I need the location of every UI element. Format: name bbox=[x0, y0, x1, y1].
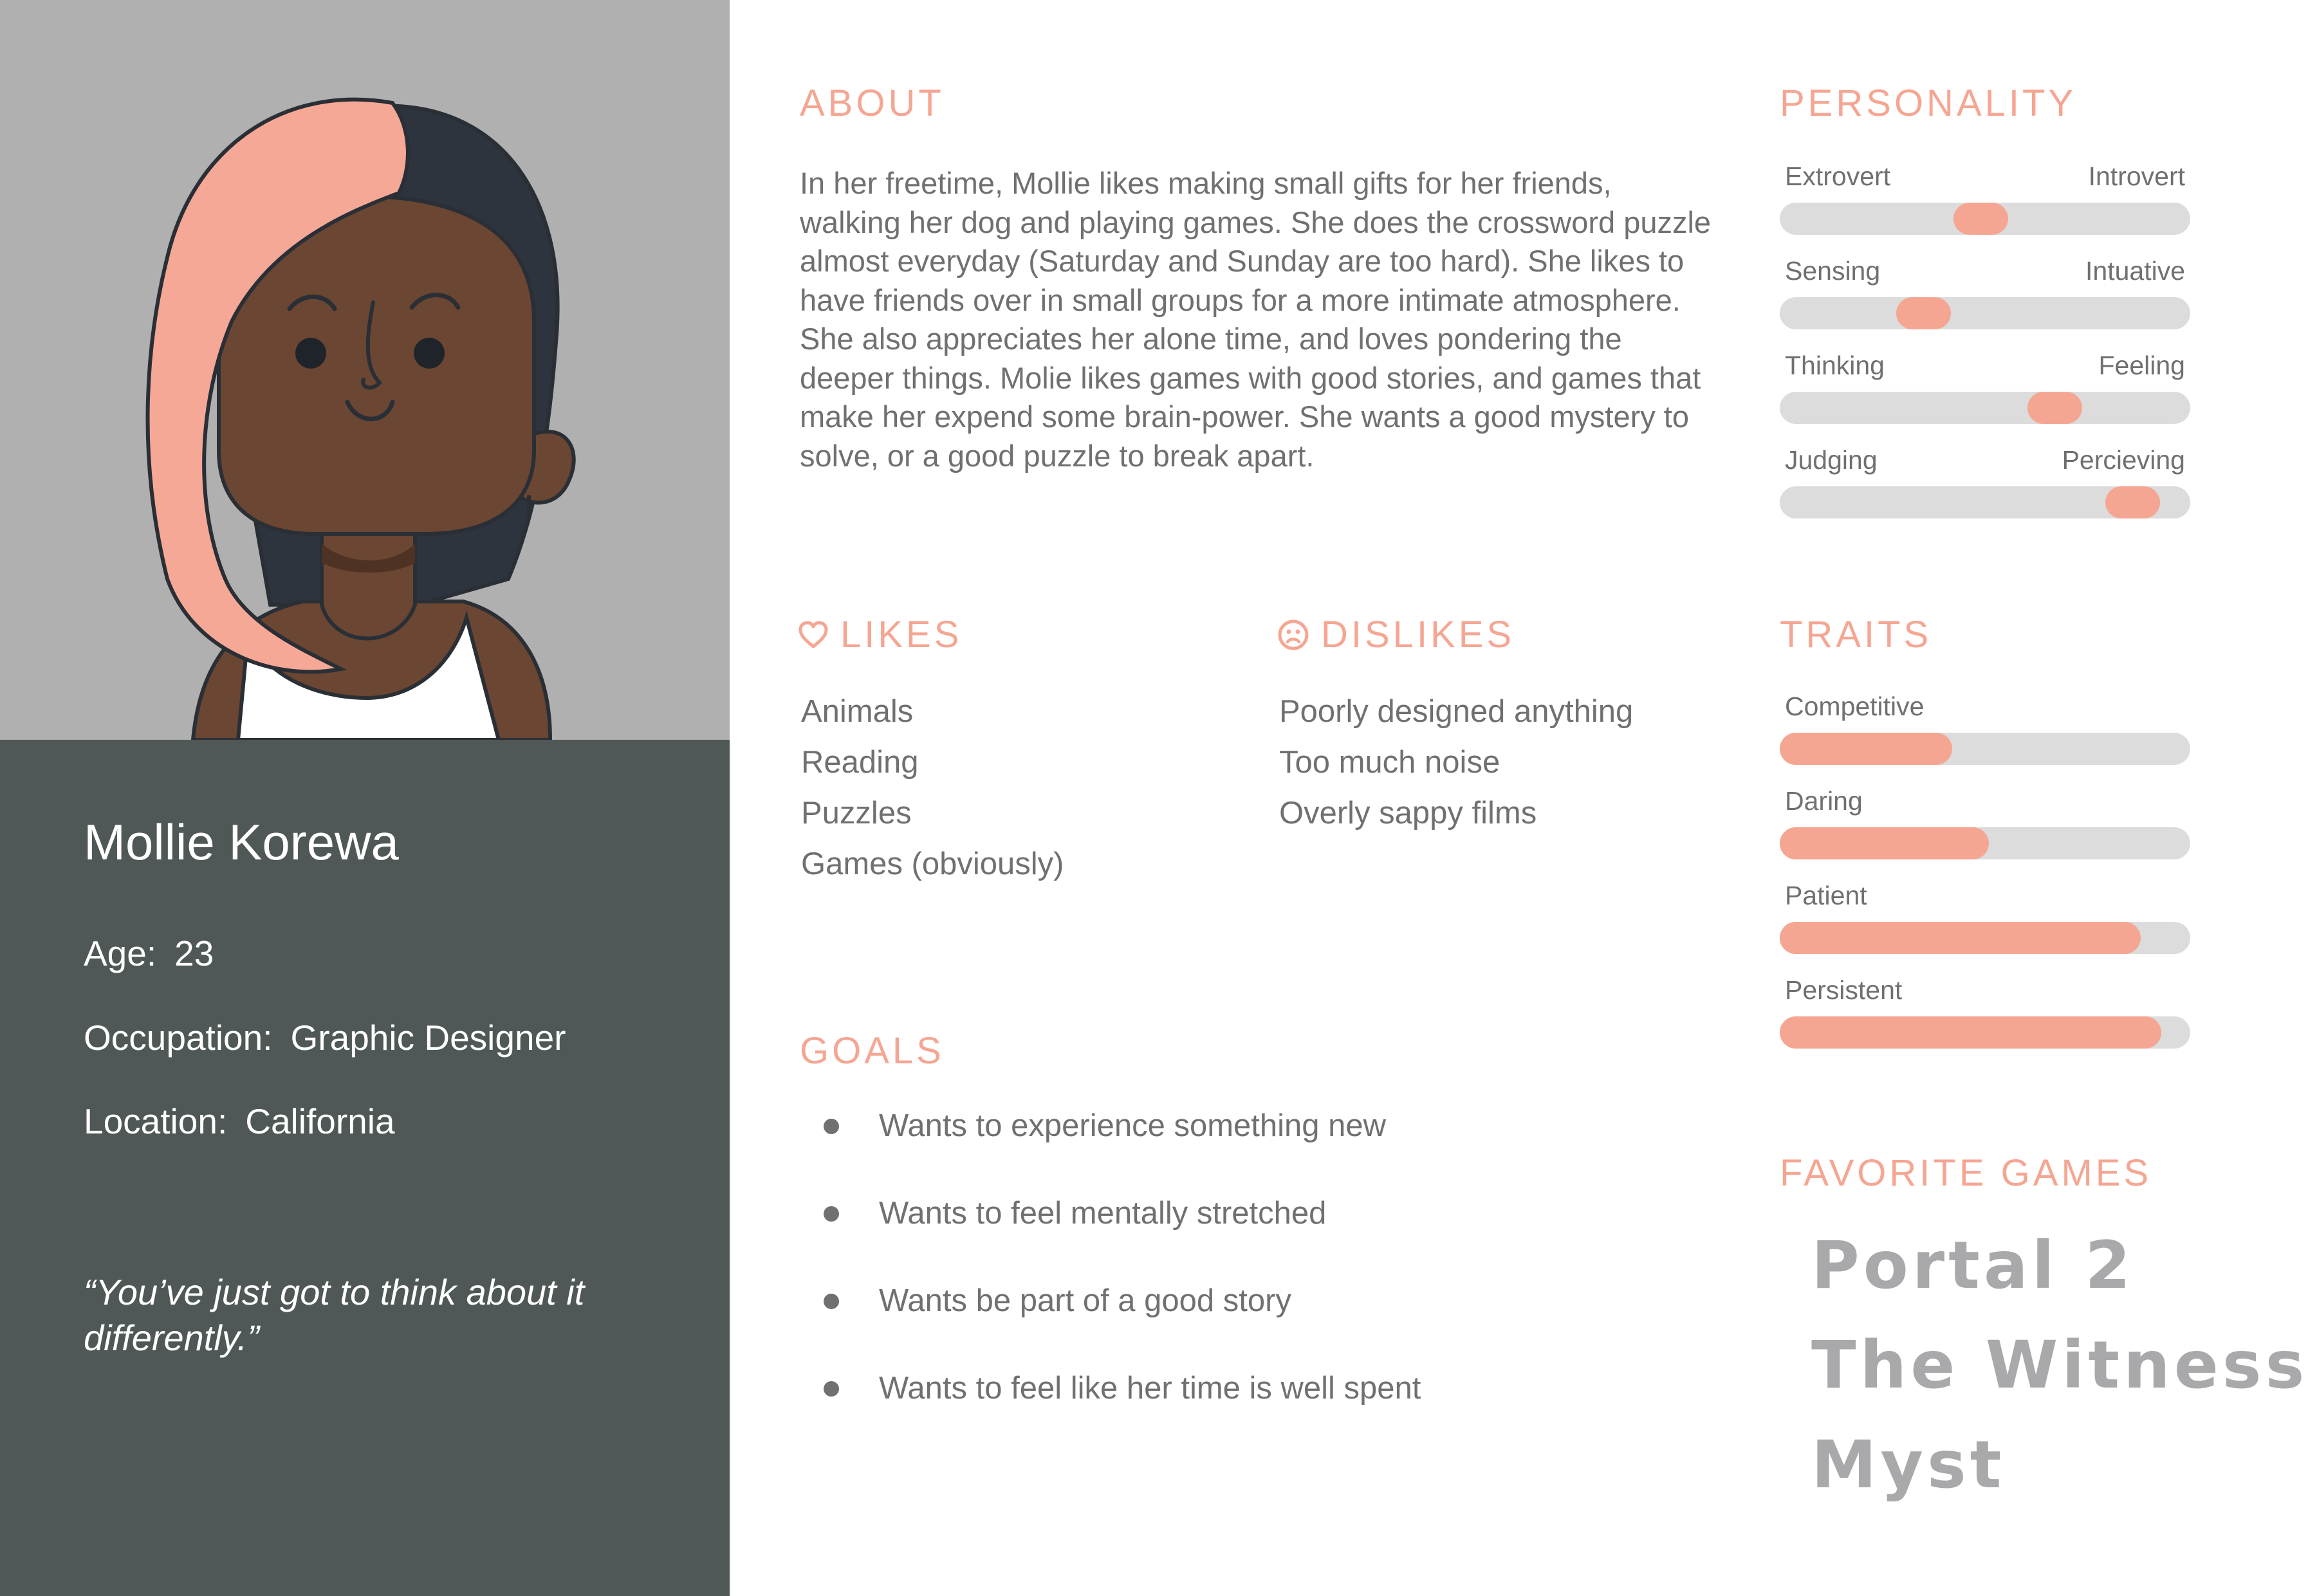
occupation-field bbox=[84, 1020, 566, 1056]
bullet-icon bbox=[824, 1119, 839, 1134]
location-value: California bbox=[245, 1101, 395, 1141]
dislikes-list bbox=[1279, 692, 1633, 845]
trait-bar bbox=[1780, 788, 2190, 859]
trait-fill bbox=[1780, 827, 1989, 859]
scale-track bbox=[1780, 297, 2190, 329]
age-value: 23 bbox=[174, 933, 214, 973]
goals-item-text: Wants to feel like her time is well spent bbox=[879, 1371, 1421, 1406]
scale-track bbox=[1780, 486, 2190, 518]
age-field bbox=[84, 933, 214, 973]
favorite-games-heading-text: FAVORITE GAMES bbox=[1780, 1152, 2152, 1194]
scale-right-label: Introvert bbox=[2088, 161, 2185, 191]
goals-item bbox=[824, 1369, 1421, 1456]
personality-scale bbox=[1780, 447, 2190, 518]
heart-icon bbox=[798, 621, 829, 649]
goals-item bbox=[824, 1194, 1421, 1281]
likes-item: Animals bbox=[801, 694, 914, 729]
goals-item-text: Wants to feel mentally stretched bbox=[879, 1196, 1327, 1231]
scale-track bbox=[1780, 203, 2190, 235]
goals-item bbox=[824, 1281, 1421, 1369]
traits-heading bbox=[1780, 616, 1932, 654]
trait-track bbox=[1780, 922, 2190, 954]
location-field bbox=[84, 1101, 395, 1141]
trait-track bbox=[1780, 827, 2190, 859]
favorite-games-heading bbox=[1780, 1152, 2152, 1194]
sad-face-icon bbox=[1277, 619, 1309, 651]
portrait-area bbox=[0, 0, 730, 740]
persona-quote: “You’ve just got to think about it differently.” bbox=[84, 1272, 585, 1358]
goals-heading-text: GOALS bbox=[800, 1030, 945, 1072]
personality-heading-text: PERSONALITY bbox=[1780, 82, 2077, 124]
goals-list bbox=[824, 1106, 1421, 1456]
trait-bar bbox=[1780, 883, 2190, 954]
likes-heading bbox=[798, 616, 962, 654]
dislikes-item: Overly sappy films bbox=[1279, 796, 1537, 830]
bullet-icon bbox=[824, 1381, 839, 1397]
personality-scale bbox=[1780, 353, 2190, 424]
bullet-icon bbox=[824, 1206, 839, 1222]
occupation-label: Occupation: bbox=[84, 1018, 273, 1058]
favorite-game-item: Portal 2 bbox=[1811, 1227, 2135, 1304]
scale-left-label: Sensing bbox=[1785, 256, 1881, 286]
trait-label: Patient bbox=[1785, 881, 1867, 910]
scale-marker bbox=[1953, 203, 2008, 235]
persona-name: Mollie Korewa bbox=[84, 814, 399, 870]
scale-marker bbox=[2027, 392, 2082, 424]
trait-track bbox=[1780, 733, 2190, 765]
bullet-icon bbox=[824, 1294, 839, 1309]
trait-label: Persistent bbox=[1785, 975, 1903, 1005]
likes-item: Reading bbox=[801, 745, 919, 780]
goals-heading bbox=[800, 1032, 945, 1070]
trait-fill bbox=[1780, 733, 1952, 765]
scale-marker bbox=[1896, 297, 1951, 329]
trait-track bbox=[1780, 1016, 2190, 1049]
favorite-games-list bbox=[1811, 1216, 2308, 1515]
about-heading bbox=[800, 82, 945, 124]
trait-bar bbox=[1780, 977, 2190, 1049]
age-label: Age: bbox=[84, 933, 157, 973]
about-text: In her freetime, Mollie likes making small gifts for her friends, walking her dog and playing games. She does the crossword puzzle almost everyday (Saturday and Sunday are too hard). She likes to have friends over in small groups for a more intimate atmosphere. She also appreciates her alone time, and loves pondering the deeper things. Molie likes games with good stories, and games that make her expend some brain-power. She wants a good mystery to solve, or a good puzzle to break apart. bbox=[800, 166, 1712, 473]
scale-marker bbox=[2105, 486, 2160, 518]
scale-left-label: Thinking bbox=[1785, 351, 1885, 380]
favorite-game-item: The Witness bbox=[1811, 1327, 2308, 1404]
likes-heading-text: LIKES bbox=[840, 614, 963, 656]
scale-right-label: Intuative bbox=[2085, 256, 2185, 286]
dislikes-heading-text: DISLIKES bbox=[1321, 614, 1515, 656]
scale-left-label: Judging bbox=[1785, 445, 1878, 475]
personality-scale bbox=[1780, 258, 2190, 329]
goals-item bbox=[824, 1106, 1421, 1194]
favorite-game-item: Myst bbox=[1811, 1427, 2006, 1503]
trait-fill bbox=[1780, 1016, 2161, 1049]
trait-fill bbox=[1780, 922, 2141, 954]
traits-heading-text: TRAITS bbox=[1780, 614, 1932, 656]
goals-item-text: Wants to experience something new bbox=[879, 1108, 1387, 1143]
personality-scale bbox=[1780, 163, 2190, 235]
trait-label: Competitive bbox=[1785, 692, 1925, 721]
personality-heading bbox=[1780, 82, 2077, 124]
avatar bbox=[0, 0, 730, 740]
scale-left-label: Extrovert bbox=[1785, 161, 1891, 191]
about-heading-text: ABOUT bbox=[800, 82, 945, 124]
trait-label: Daring bbox=[1785, 786, 1863, 816]
profile-panel bbox=[0, 740, 730, 1596]
dislikes-item: Too much noise bbox=[1279, 745, 1500, 780]
likes-item: Puzzles bbox=[801, 796, 912, 830]
goals-item-text: Wants be part of a good story bbox=[879, 1283, 1291, 1318]
location-label: Location: bbox=[84, 1101, 228, 1141]
scale-right-label: Feeling bbox=[2098, 351, 2185, 380]
scale-track bbox=[1780, 392, 2190, 424]
dislikes-item: Poorly designed anything bbox=[1279, 694, 1634, 729]
scale-right-label: Percieving bbox=[2062, 445, 2185, 475]
trait-bar bbox=[1780, 693, 2190, 765]
likes-item: Games (obviously) bbox=[801, 847, 1064, 881]
occupation-value: Graphic Designer bbox=[290, 1018, 566, 1058]
likes-list bbox=[801, 692, 1064, 895]
dislikes-heading bbox=[1277, 616, 1515, 654]
